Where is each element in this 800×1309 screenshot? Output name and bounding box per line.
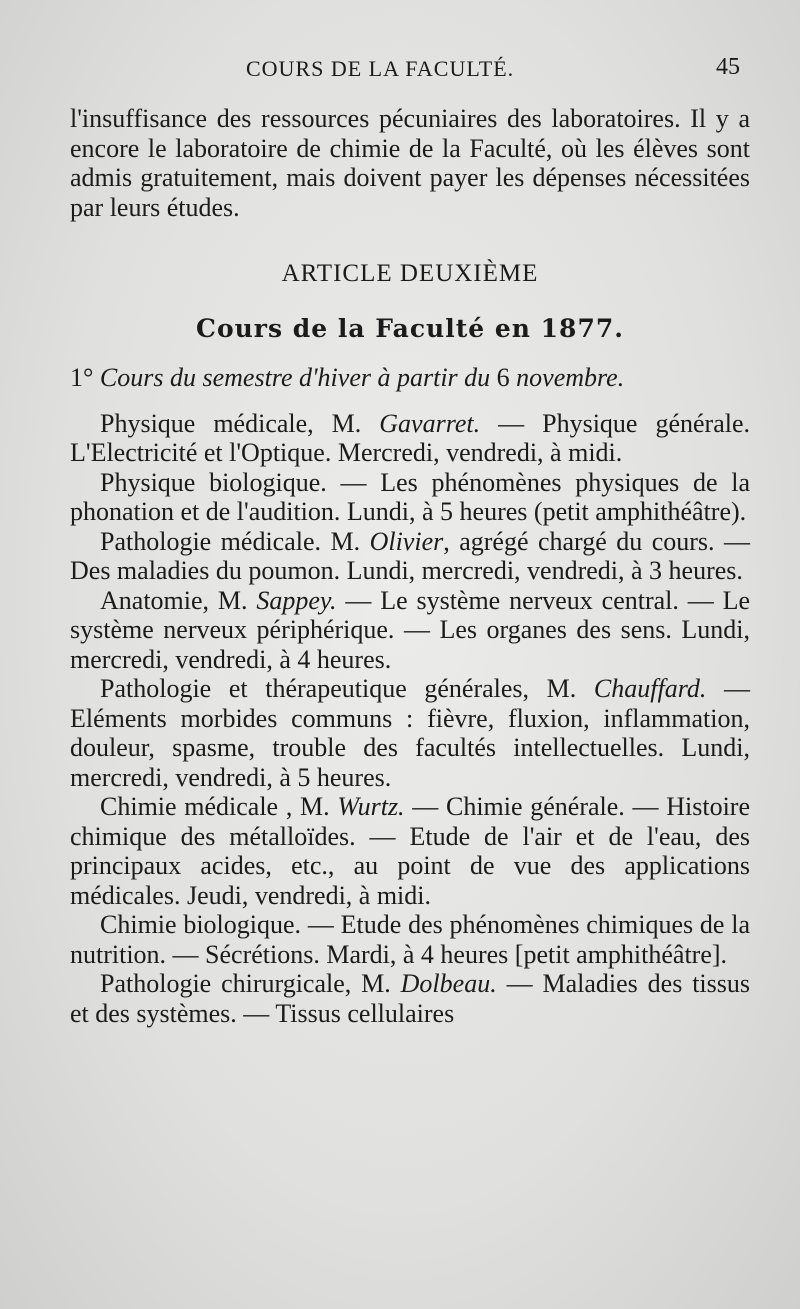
course-entry bbox=[70, 792, 750, 910]
subheading-text: Cours du semestre d'hiver à partir du bbox=[99, 363, 491, 392]
course-description: — Physique générale. L'Electricité et l'Optique. Mercredi, vendredi, à midi. bbox=[70, 408, 751, 467]
article-heading: ARTICLE DEUXIÈME bbox=[281, 260, 539, 287]
course-description: , agrégé chargé du cours. — Des maladies du poumon. Lundi, mercredi, vendredi, à 3 heures. bbox=[70, 526, 750, 585]
running-title: COURS DE LA FACULTÉ. bbox=[246, 56, 515, 81]
course-entry bbox=[70, 409, 750, 468]
course-subject: Chimie biologique. bbox=[100, 910, 302, 939]
course-description: — Eléments morbides communs : fièvre, fluxion, inflammation, douleur, spasme, trouble des facultés intellectuelles. Lundi, mercredi, vendredi, à 5 heures. bbox=[70, 674, 750, 792]
page-header bbox=[0, 56, 800, 88]
course-subject: Physique biologique. bbox=[100, 467, 327, 497]
page-number: 45 bbox=[716, 54, 740, 80]
course-entry bbox=[70, 527, 750, 586]
course-professor: Gavarret. bbox=[379, 408, 481, 438]
course-professor: Dolbeau. bbox=[400, 969, 497, 998]
course-subject: Anatomie, M. bbox=[100, 585, 257, 615]
course-subject: Pathologie médicale. M. bbox=[100, 526, 370, 556]
course-entry bbox=[70, 586, 750, 675]
course-professor: Sappey. bbox=[256, 585, 337, 615]
course-subject: Pathologie et thérapeutique générales, M. bbox=[100, 674, 594, 703]
section-heading: Cours de la Faculté en 1877. bbox=[196, 313, 624, 343]
course-description: — Chimie générale. — Histoire chimique des métalloïdes. — Etude de l'air et de l'eau, des principaux acides, etc., au point de vue des applications médicales. Jeudi, vendredi, à midi. bbox=[70, 792, 750, 910]
course-description: — Etude des phénomènes chimiques de la nutrition. — Sécrétions. Mardi, à 4 heures [petit amphithéâtre]. bbox=[70, 910, 750, 969]
course-description: — Maladies des tissus et des systèmes. — Tissus cellulaires bbox=[70, 969, 750, 1028]
subheading-month: novembre. bbox=[516, 363, 625, 392]
intro-paragraph: l'insuffisance des ressources pécuniaires des laboratoires. Il y a encore le laboratoire de chimie de la Faculté, où les élèves sont admis gratuitement, mais doivent payer les dépenses nécessitées par leurs études. bbox=[70, 104, 750, 222]
semester-subheading bbox=[70, 363, 750, 393]
page-body bbox=[70, 104, 750, 1028]
course-subject: Pathologie chirurgicale, M. bbox=[100, 969, 401, 998]
subheading-day: 6 bbox=[490, 363, 517, 392]
course-subject: Physique médicale, M. bbox=[100, 408, 380, 438]
course-description: — Le système nerveux central. — Le système nerveux périphérique. — Les organes des sens. Lundi, mercredi, vendredi, à 4 heures. bbox=[70, 585, 750, 674]
course-professor: Chauffard. bbox=[593, 674, 707, 703]
course-entry bbox=[70, 910, 750, 969]
course-description: — Les phénomènes physiques de la phonation et de l'audition. Lundi, à 5 heures (petit amphithéâtre). bbox=[70, 467, 750, 526]
course-entry bbox=[70, 969, 750, 1028]
course-entry bbox=[70, 468, 750, 527]
subheading-number: 1° bbox=[70, 363, 100, 392]
course-entry bbox=[70, 674, 750, 792]
course-subject: Chimie médicale , M. bbox=[100, 792, 338, 821]
course-professor: Olivier bbox=[369, 526, 444, 556]
course-professor: Wurtz. bbox=[337, 792, 405, 821]
